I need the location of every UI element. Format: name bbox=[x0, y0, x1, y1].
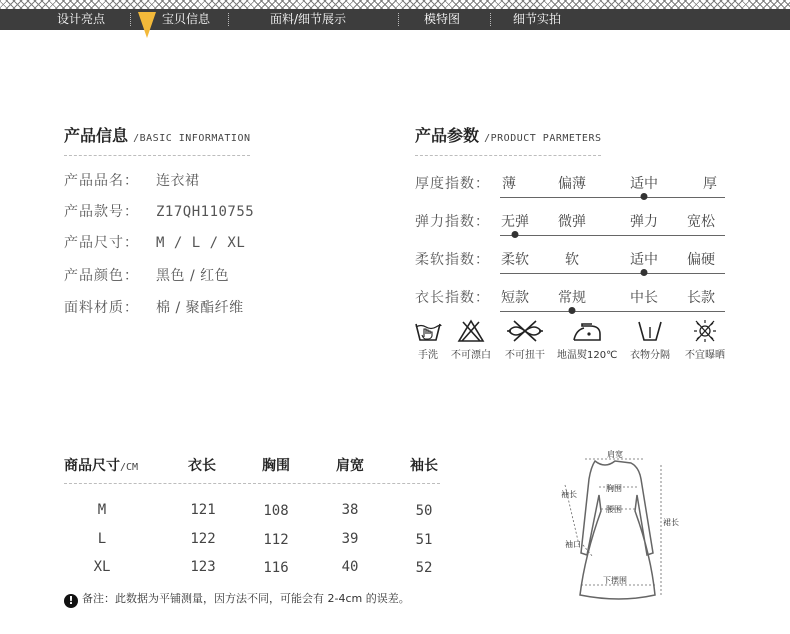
care-iron-low: 地温熨120℃ bbox=[557, 318, 617, 361]
param-scale-line bbox=[500, 273, 725, 274]
size-value: 39 bbox=[341, 531, 359, 547]
param-scale-line bbox=[500, 235, 725, 236]
size-label: XL bbox=[93, 559, 111, 575]
size-table-col-sleeve: 袖长 bbox=[410, 458, 438, 474]
param-option: 短款 bbox=[501, 290, 529, 306]
size-table-col-chest: 胸围 bbox=[262, 458, 290, 474]
hand-wash-icon bbox=[413, 318, 443, 344]
param-option: 偏薄 bbox=[558, 176, 586, 192]
navigation-bar bbox=[0, 9, 790, 30]
param-indicator-dot bbox=[512, 231, 519, 238]
param-option: 微弹 bbox=[558, 214, 586, 230]
nav-tab-model-photos[interactable]: 模特图 bbox=[424, 12, 461, 26]
care-hand-wash: 手洗 bbox=[398, 318, 458, 361]
warning-icon: ! bbox=[64, 594, 78, 608]
nav-tab-fabric-details[interactable]: 面料/细节展示 bbox=[270, 12, 347, 26]
size-value: 50 bbox=[415, 503, 433, 519]
active-tab-marker bbox=[138, 12, 156, 38]
size-label: M bbox=[97, 502, 107, 518]
info-row-material: 面料材质： 棉 / 聚酯纤维 bbox=[64, 300, 244, 316]
diagram-label-length: 裙长 bbox=[663, 518, 679, 527]
separate-wash-icon bbox=[635, 318, 665, 344]
care-separate-wash: 衣物分隔 bbox=[620, 318, 680, 361]
param-option: 长款 bbox=[687, 290, 715, 306]
size-value: 122 bbox=[190, 531, 216, 547]
size-value: 123 bbox=[190, 559, 216, 575]
diagram-label-hem: 下摆围 bbox=[603, 576, 627, 585]
no-wring-icon bbox=[505, 318, 545, 344]
param-option: 适中 bbox=[630, 252, 658, 268]
size-table-col-length: 衣长 bbox=[188, 458, 216, 474]
size-value: 51 bbox=[415, 532, 433, 548]
nav-separator bbox=[228, 13, 229, 26]
param-row-thickness: 厚度指数： 薄 偏薄 适中 厚 bbox=[415, 173, 725, 207]
param-option: 宽松 bbox=[687, 214, 715, 230]
diagram-label-chest: 胸围 bbox=[606, 484, 622, 493]
param-option: 弹力 bbox=[630, 214, 658, 230]
measurement-note: ! 备注：此数据为平铺测量，因方法不同，可能会有 2-4cm 的误差。 bbox=[64, 590, 410, 608]
iron-low-icon bbox=[570, 318, 604, 344]
size-value: 121 bbox=[190, 502, 216, 518]
divider bbox=[64, 155, 250, 156]
param-scale-line bbox=[500, 311, 725, 312]
param-scale-line bbox=[500, 197, 725, 198]
size-table-divider bbox=[64, 483, 440, 484]
param-option: 无弹 bbox=[501, 214, 529, 230]
param-option: 薄 bbox=[502, 176, 516, 192]
measure-lines bbox=[565, 459, 661, 595]
nav-separator bbox=[130, 13, 131, 26]
size-label: L bbox=[97, 531, 107, 547]
size-value: 52 bbox=[415, 560, 433, 576]
param-option: 适中 bbox=[630, 176, 658, 192]
size-value: 38 bbox=[341, 502, 359, 518]
param-option: 偏硬 bbox=[687, 252, 715, 268]
param-indicator-dot bbox=[641, 269, 648, 276]
param-row-softness: 柔软指数： 柔软 软 适中 偏硬 bbox=[415, 249, 725, 283]
info-row-style-number: 产品款号： Z17QH110755 bbox=[64, 204, 255, 220]
nav-tab-detail-photos[interactable]: 细节实拍 bbox=[513, 12, 562, 26]
param-indicator-dot bbox=[569, 307, 576, 314]
product-info-heading: 产品信息 /BASIC INFORMATION bbox=[64, 126, 251, 145]
param-option: 柔软 bbox=[501, 252, 529, 268]
size-table-col-shoulder: 肩宽 bbox=[336, 458, 364, 474]
diagram-label-sleeve: 袖长 bbox=[561, 490, 577, 499]
param-option: 中长 bbox=[630, 290, 658, 306]
param-option: 常规 bbox=[558, 290, 586, 306]
param-row-elasticity: 弹力指数： 无弹 微弹 弹力 宽松 bbox=[415, 211, 725, 245]
param-row-length: 衣长指数： 短款 常规 中长 长款 bbox=[415, 287, 725, 321]
param-option: 软 bbox=[565, 252, 579, 268]
info-row-color: 产品颜色： 黑色 / 红色 bbox=[64, 268, 230, 284]
care-no-wring: 不可扭干 bbox=[495, 318, 555, 361]
param-indicator-dot bbox=[641, 193, 648, 200]
size-value: 112 bbox=[263, 532, 289, 548]
dress-measurement-diagram bbox=[545, 445, 685, 605]
nav-tab-design-highlights[interactable]: 设计亮点 bbox=[57, 12, 106, 26]
nav-separator bbox=[398, 13, 399, 26]
nav-tab-product-info[interactable]: 宝贝信息 bbox=[162, 12, 211, 26]
no-sun-icon bbox=[690, 318, 720, 344]
size-value: 116 bbox=[263, 560, 289, 576]
diagram-label-cuff: 袖口 bbox=[565, 540, 581, 549]
size-table-title: 商品尺寸/CM bbox=[64, 458, 139, 474]
product-params-heading: 产品参数 /PRODUCT PARMETERS bbox=[415, 126, 602, 145]
param-option: 厚 bbox=[703, 176, 717, 192]
diagram-label-waist: 腰围 bbox=[606, 505, 622, 514]
size-value: 108 bbox=[263, 503, 289, 519]
no-bleach-icon bbox=[456, 318, 486, 344]
care-no-sun: 不宜曝晒 bbox=[675, 318, 735, 361]
info-row-size: 产品尺寸： M / L / XL bbox=[64, 235, 246, 251]
info-row-name: 产品品名： 连衣裙 bbox=[64, 173, 200, 189]
diagram-label-shoulder: 肩宽 bbox=[607, 450, 623, 459]
nav-separator bbox=[490, 13, 491, 26]
care-no-bleach: 不可漂白 bbox=[441, 318, 501, 361]
size-value: 40 bbox=[341, 559, 359, 575]
divider bbox=[415, 155, 601, 156]
top-decorative-pattern bbox=[0, 0, 790, 9]
